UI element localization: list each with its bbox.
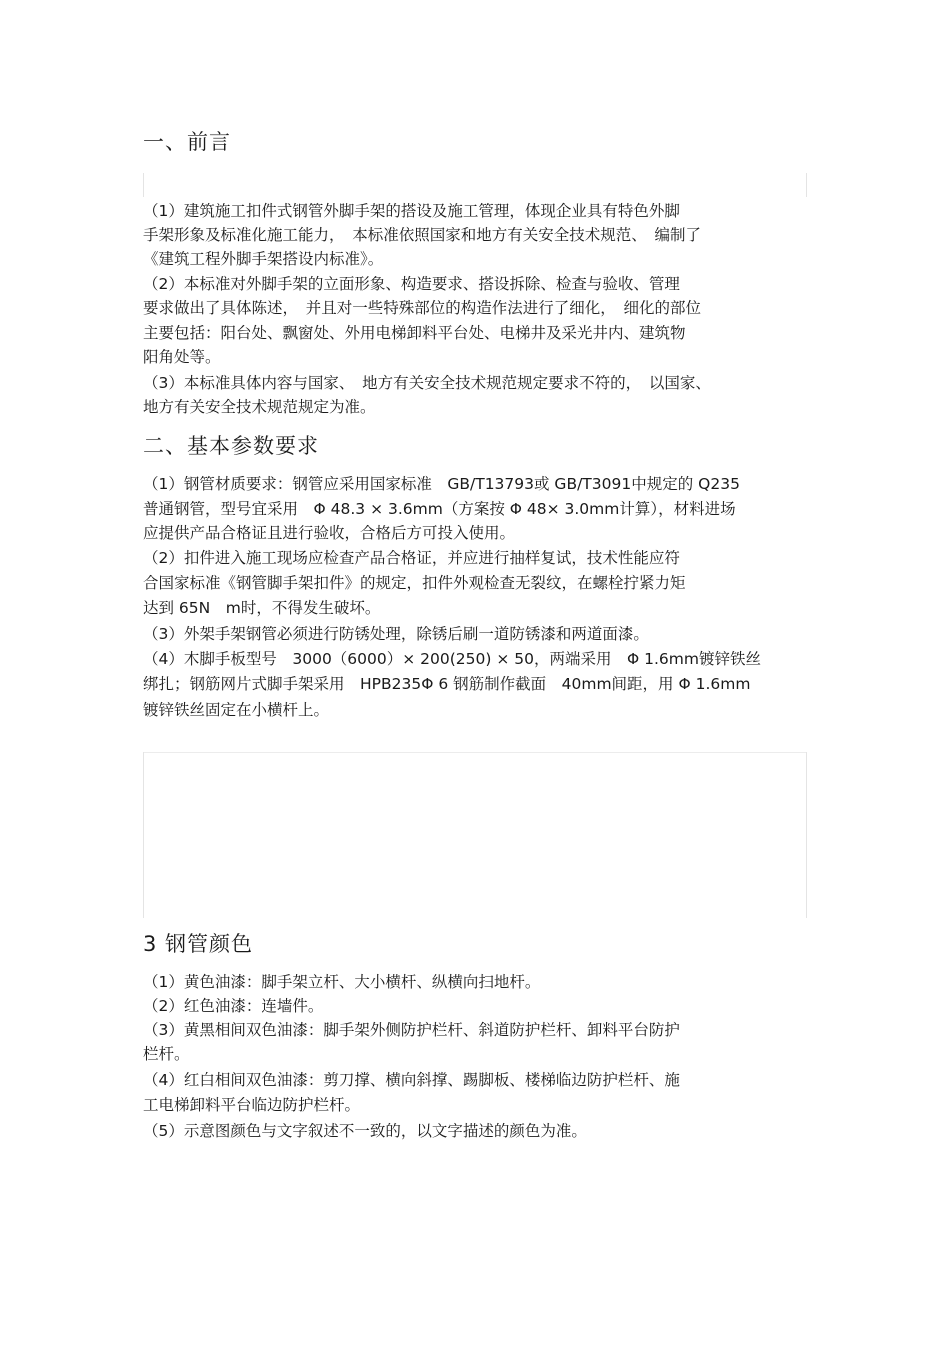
colors-line: （3）黄黑相间双色油漆：脚手架外侧防护栏杆、斜道防护栏杆、卸料平台防护 bbox=[143, 1021, 680, 1039]
section-heading-preface: 一、前言 bbox=[143, 130, 231, 154]
params-line: 普通钢管，型号宜采用 Φ 48.3 × 3.6mm（方案按 Φ 48× 3.0mm计算），材料进场 bbox=[143, 500, 736, 518]
preface-line: 阳角处等。 bbox=[143, 348, 221, 366]
colors-line: 工电梯卸料平台临边防护栏杆。 bbox=[143, 1096, 361, 1114]
colors-line: （5）示意图颜色与文字叙述不一致的，以文字描述的颜色为准。 bbox=[143, 1122, 587, 1140]
preface-line: 要求做出了具体陈述， 并且对一些特殊部位的构造作法进行了细化， 细化的部位 bbox=[143, 299, 702, 317]
params-line: （3）外架手架钢管必须进行防锈处理，除锈后刷一道防锈漆和两道面漆。 bbox=[143, 625, 649, 643]
section-heading-basic-params: 二、基本参数要求 bbox=[143, 434, 319, 458]
params-line: 应提供产品合格证且进行验收，合格后方可投入使用。 bbox=[143, 524, 516, 542]
params-line: （1）钢管材质要求：钢管应采用国家标准 GB/T13793或 GB/T3091中规定的 Q235 bbox=[143, 475, 740, 493]
params-line: 镀锌铁丝固定在小横杆上。 bbox=[143, 701, 330, 719]
colors-line: （2）红色油漆：连墙件。 bbox=[143, 997, 324, 1015]
params-line: 合国家标准《钢管脚手架扣件》的规定，扣件外观检查无裂纹，在螺栓拧紧力矩 bbox=[143, 574, 686, 592]
figure-box-left-border bbox=[143, 752, 144, 918]
preface-line: （1）建筑施工扣件式钢管外脚手架的搭设及施工管理，体现企业具有特色外脚 bbox=[143, 202, 680, 220]
params-line: 达到 65N m时，不得发生破坏。 bbox=[143, 599, 381, 617]
figure-box-top-border bbox=[143, 752, 807, 753]
preface-line: 《建筑工程外脚手架搭设内标准》。 bbox=[143, 250, 384, 268]
colors-line: （1）黄色油漆：脚手架立杆、大小横杆、纵横向扫地杆。 bbox=[143, 973, 541, 991]
figure-box-right-border bbox=[806, 752, 807, 918]
params-line: （4）木脚手板型号 3000（6000）× 200(250) × 50，两端采用 Φ 1.6mm镀锌铁丝 bbox=[143, 650, 761, 668]
section-heading-pipe-colors: 3 钢管颜色 bbox=[143, 932, 254, 956]
preface-line: （3）本标准具体内容与国家、 地方有关安全技术规范规定要求不符的， 以国家、 bbox=[143, 374, 711, 392]
preface-line: 主要包括：阳台处、飘窗处、外用电梯卸料平台处、电梯井及采光井内、建筑物 bbox=[143, 324, 686, 342]
colors-line: 栏杆。 bbox=[143, 1045, 190, 1063]
box-border-left bbox=[143, 173, 144, 197]
params-line: 绑扎；钢筋网片式脚手架采用 HPB235Φ 6 钢筋制作截面 40mm间距，用 Φ 1.6mm bbox=[143, 675, 751, 693]
colors-line: （4）红白相间双色油漆：剪刀撑、横向斜撑、踢脚板、楼梯临边防护栏杆、施 bbox=[143, 1071, 680, 1089]
params-line: （2）扣件进入施工现场应检查产品合格证，并应进行抽样复试，技术性能应符 bbox=[143, 549, 680, 567]
preface-line: 地方有关安全技术规范规定为准。 bbox=[143, 398, 376, 416]
preface-line: （2）本标准对外脚手架的立面形象、构造要求、搭设拆除、检查与验收、管理 bbox=[143, 275, 680, 293]
preface-line: 手架形象及标准化施工能力， 本标准依照国家和地方有关安全技术规范、 编制了 bbox=[143, 226, 702, 244]
box-border-right bbox=[806, 173, 807, 197]
